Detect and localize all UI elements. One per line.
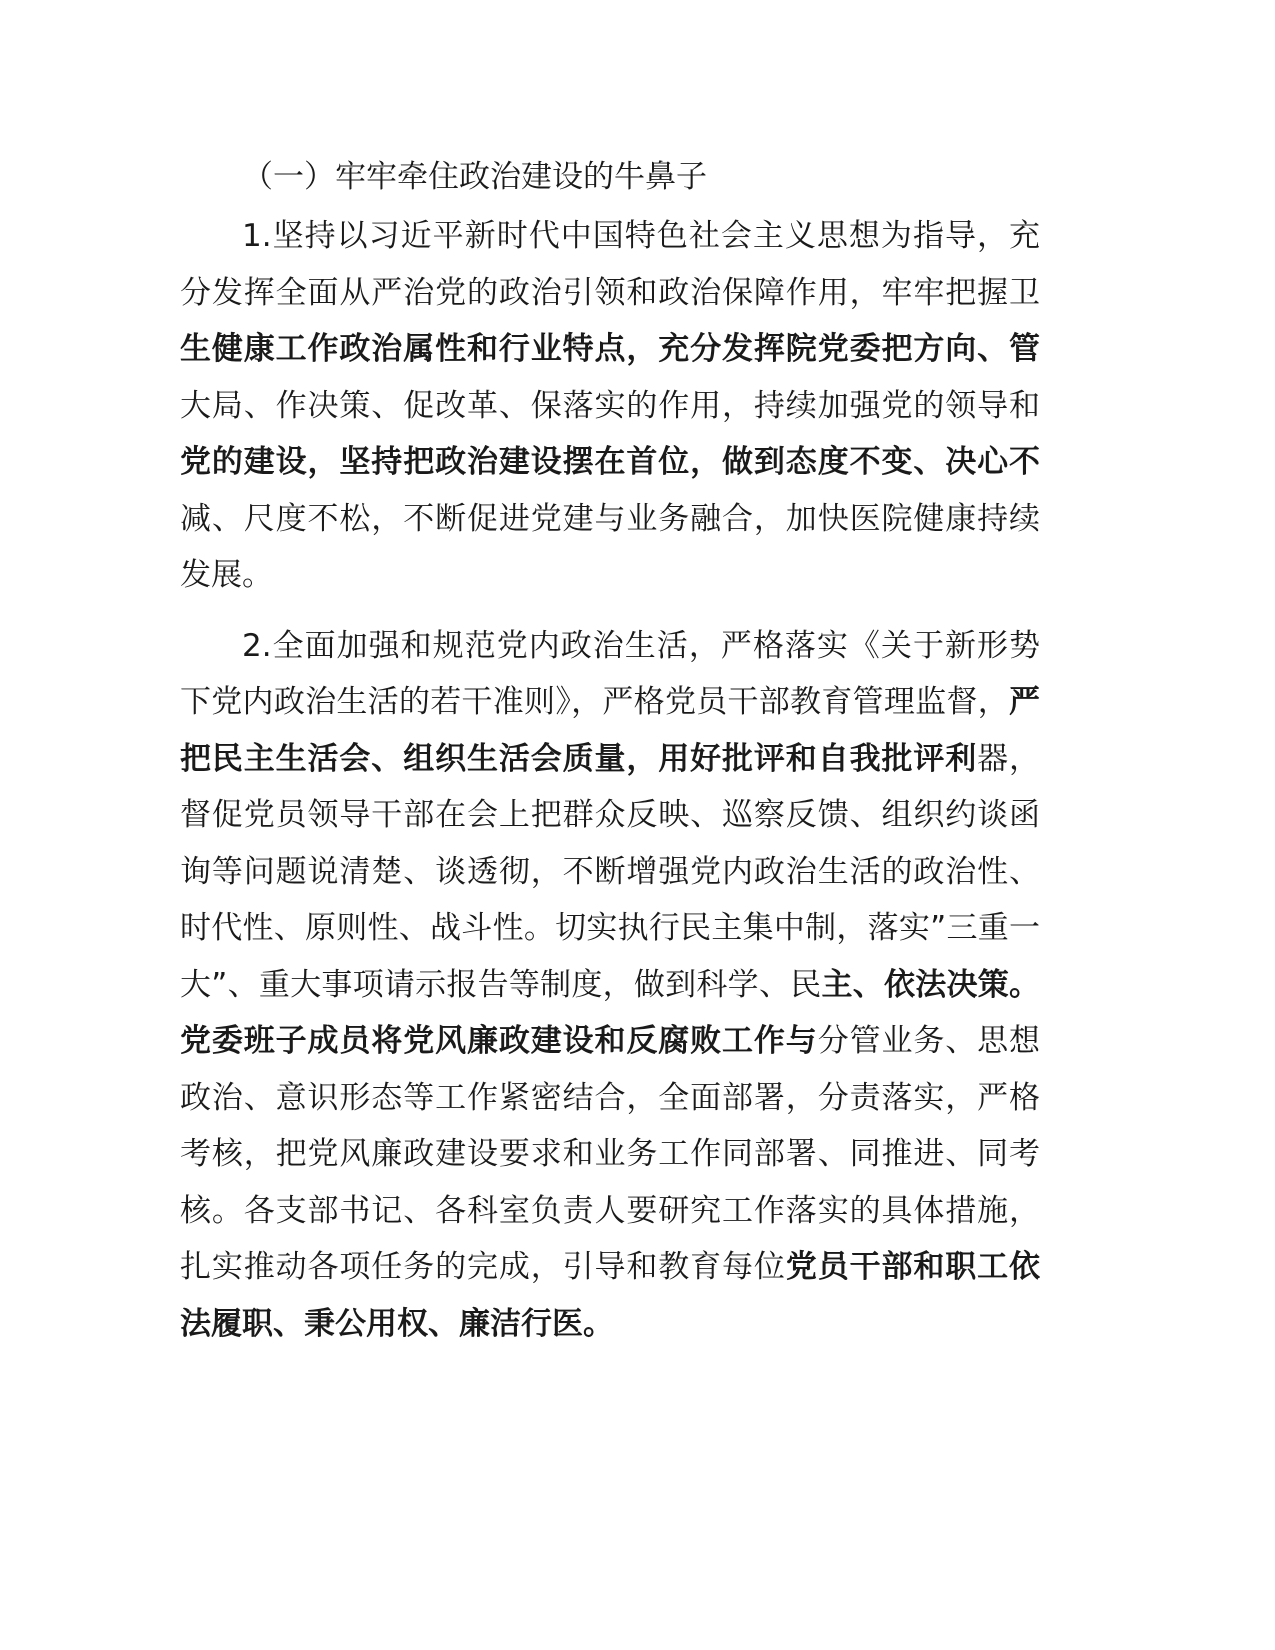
paragraph-2-text-c: 分管业务、思想政治、意识形态等工作紧密结合，全面部署，分责落实，严格考核，把党风廉政建设要求和业务工作同部署、同推进、同考核。各支部书记、各科室负责人要研究工作落实的具体措施，扎实推动各项任务的完成，引导和教育每位 (180, 1023, 1041, 1285)
paragraph-1-bold-a: 生健康工作政治属性和行业特点，充分发挥院党委把方向、管 (180, 331, 1040, 367)
paragraph-1-text-a: 1.坚持以习近平新时代中国特色社会主义思想为指导，充分发挥全面从严治党的政治引领和政治保障作用，牢牢把握卫 (180, 218, 1040, 311)
paragraph-2-bold-b: 主、依法决策。党委班子成员将党风廉政建设和反腐败工作与 (180, 966, 1041, 1059)
document-page (180, 148, 1040, 1366)
paragraph-2-text-a: 2.全面加强和规范党内政治生活，严格落实《关于新形势下党内政治生活的若干准则》，严格党员干部教育管理监督， (180, 627, 1040, 720)
paragraph-2-bold-a: 严把民主生活会、组织生活会质量，用好批评和自我批评利 (180, 684, 1040, 777)
paragraph-1-text-b: 大局、作决策、促改革、保落实的作用，持续加强党的领导和 (180, 387, 1040, 424)
paragraph-1-text-c: 减、尺度不松，不断促进党建与业务融合，加快医院健康持续发展。 (180, 500, 1040, 593)
paragraph-2-text-b: 器，督促党员领导干部在会上把群众反映、巡察反馈、组织约谈函询等问题说清楚、谈透彻，不断增强党内政治生活的政治性、时代性、原则性、战斗性。切实执行民主集中制，落实”三重一大”、重大事项请示报告等制度，做到科学、民 (180, 740, 1041, 1003)
paragraph-2 (180, 618, 1040, 1353)
paragraph-2-bold-c: 党员干部和职工依法履职、秉公用权、廉洁行医。 (180, 1249, 1041, 1342)
paragraph-1 (180, 208, 1040, 604)
section-heading: （一）牢牢牵住政治建设的牛鼻子 (242, 159, 707, 195)
paragraph-1-bold-b: 党的建设，坚持把政治建设摆在首位，做到态度不变、决心不 (180, 444, 1040, 480)
